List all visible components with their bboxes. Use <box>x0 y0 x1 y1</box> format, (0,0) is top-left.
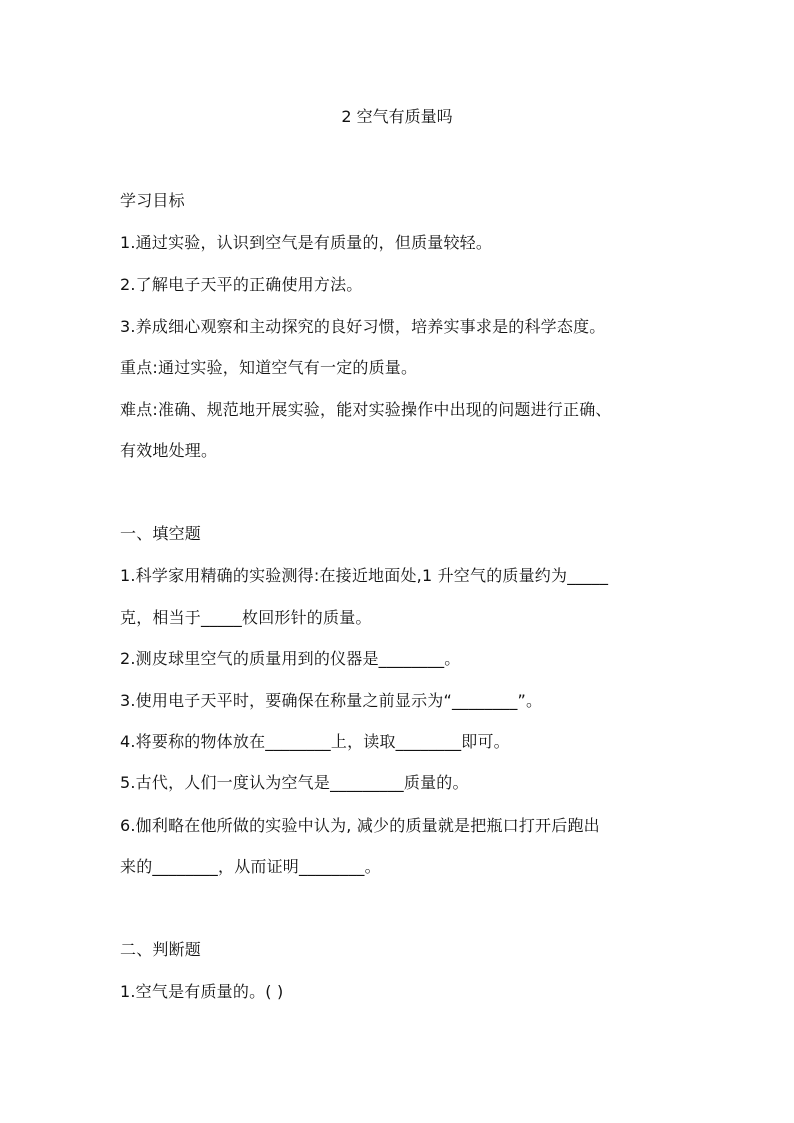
fill-question-3: 3.使用电子天平时，要确保在称量之前显示为“________”。 <box>120 691 543 710</box>
fill-question-4: 4.将要称的物体放在________上，读取________即可。 <box>120 732 510 751</box>
objective-item-1: 1.通过实验，认识到空气是有质量的，但质量较轻。 <box>120 233 493 252</box>
fill-question-1-line-2: 克，相当于_____枚回形针的质量。 <box>120 608 372 627</box>
fill-question-6-line-1: 6.伽利略在他所做的实验中认为, 减少的质量就是把瓶口打开后跑出 <box>120 816 600 835</box>
objectives-heading: 学习目标 <box>120 191 185 210</box>
judge-section-heading: 二、判断题 <box>120 940 202 959</box>
key-point: 重点:通过实验，知道空气有一定的质量。 <box>120 358 418 377</box>
objective-item-2: 2.了解电子天平的正确使用方法。 <box>120 275 363 294</box>
objective-item-3: 3.养成细心观察和主动探究的良好习惯，培养实事求是的科学态度。 <box>120 317 606 336</box>
difficulty-line-1: 难点:准确、规范地开展实验，能对实验操作中出现的问题进行正确、 <box>120 400 612 419</box>
page-title: 2 空气有质量吗 <box>341 107 453 126</box>
fill-question-1-line-1: 1.科学家用精确的实验测得:在接近地面处,1 升空气的质量约为_____ <box>120 566 609 585</box>
fill-section-heading: 一、填空题 <box>120 524 202 543</box>
fill-question-5: 5.古代，人们一度认为空气是_________质量的。 <box>120 773 469 792</box>
fill-question-2: 2.测皮球里空气的质量用到的仪器是________。 <box>120 649 461 668</box>
judge-question-1: 1.空气是有质量的。( ) <box>120 982 284 1001</box>
fill-question-6-line-2: 来的________，从而证明________。 <box>120 857 381 876</box>
difficulty-line-2: 有效地处理。 <box>120 441 218 460</box>
